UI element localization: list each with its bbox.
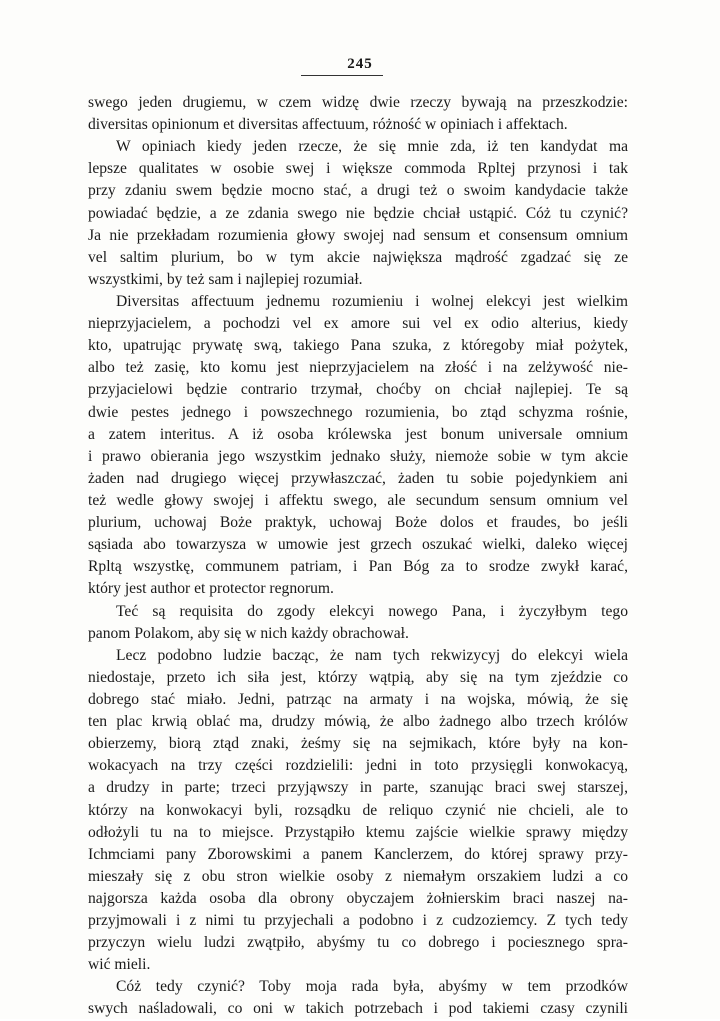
text-line: i prawo obierania jego wszystkim jednako służy, niemoże sobie w tym akcie	[88, 447, 628, 465]
text-line: którzy na konwokacyi byli, rozsądku de reliquo czynić nie chcieli, ale to	[88, 801, 628, 819]
text-line: mieszały się z obu stron wielkie osoby z niemałym orszakiem ludzi a co	[88, 867, 628, 885]
text-line: odłożyli tu na to miejsce. Przystąpiło ktemu zajście wielkie sprawy między	[88, 823, 628, 841]
text-line: kto, upatrując prywatę swą, takiego Pana szuka, z któregoby miał pożytek,	[88, 337, 628, 355]
page-number-rule	[301, 75, 383, 76]
text-line: przyczyn wielu ludzi zwątpiło, abyśmy tu co dobrego i pociesznego spra-	[88, 934, 628, 952]
text-line: dwie pestes jednego i powszechnego rozumienia, bo ztąd schyzma rośnie,	[88, 403, 628, 421]
text-line: niedostaje, przeto ich siła jest, którzy wątpią, aby się na tym zjeździe co	[88, 668, 628, 686]
text-line: Ja nie przekładam rozumienia głowy swojej nad sensum et consensum omnium	[88, 226, 628, 244]
text-line: Lecz podobno ludzie bacząc, że nam tych rekwizycyj do elekcyi wiela	[116, 646, 628, 664]
text-line: albo też zasię, kto komu jest nieprzyjacielem na złość i na zelżywość nie-	[88, 359, 628, 377]
text-line: Teć są requisita do zgody elekcyi nowego Pana, i życzyłbym tego	[116, 602, 628, 620]
text-line: wić mieli.	[88, 956, 151, 974]
text-line: też wedle głowy swojej i affektu swego, ale secundum sensum omnium vel	[88, 491, 628, 509]
text-line: a zatem interitus. A iż osoba królewska jest bonum universale omnium	[88, 425, 628, 443]
text-line: lepsze qualitates w osobie swej i większe commoda Rpltej przynosi i tak	[88, 160, 628, 178]
text-line: Diversitas affectuum jednemu rozumieniu i wolnej elekcyi jest wielkim	[116, 292, 628, 310]
text-line: obierzemy, biorą ztąd znaki, żeśmy się na sejmikach, które były na kon-	[88, 735, 628, 753]
text-line: przy zdaniu swem będzie mocno stać, a drugi też o swoim kandydacie także	[88, 182, 628, 200]
text-line: przyjacielowi będzie contrario trzymał, choćby on chciał najlepiej. Te są	[88, 381, 628, 399]
text-line: sąsiada abo towarzysza w umowie jest grzech oszukać wielki, daleko więcej	[88, 536, 628, 554]
text-line: powiadać będzie, a ze zdania swego nie będzie chciał ustąpić. Cóż tu czynić?	[88, 204, 628, 222]
text-line: diversitas opinionum et diversitas affectuum, różność w opiniach i affektach.	[88, 116, 568, 134]
text-line: swego jeden drugiemu, w czem widzę dwie rzeczy bywają na przeszkodzie:	[88, 94, 628, 111]
text-line: W opiniach kiedy jeden rzecze, że się mnie zda, iż ten kandydat ma	[116, 138, 628, 156]
text-line: wszystkimi, by też sam i najlepiej rozumiał.	[88, 270, 363, 288]
text-line: wokacyach na trzy części rozdzielili: jedni in toto przysięgli konwokacyą,	[88, 757, 628, 775]
text-line: ten plac krwią oblać ma, drudzy mówią, że albo żadnego albo trzech królów	[88, 713, 628, 731]
text-line: który jest author et protector regnorum.	[88, 580, 334, 598]
text-line: przyjmowali i z nimi tu przyjechali a podobno i z cudzoziemcy. Z tych tedy	[88, 912, 628, 930]
text-line: vel saltim plurium, bo w tym akcie największa mądrość zgadzać się ze	[88, 248, 628, 266]
page-number: 245	[347, 56, 373, 72]
text-line: nieprzyjacielem, a pochodzi vel ex amore sui vel ex odio alterius, kiedy	[88, 315, 628, 333]
text-line: Ichmciami pany Zborowskimi a panem Kanclerzem, do której sprawy przy-	[88, 845, 628, 863]
text-line: żaden nad drugiego więcej przywłaszczać, żaden tu sobie pojedynkiem ani	[88, 469, 628, 487]
text-line: a drudzy in parte; trzeci przyjąwszy in parte, szanując braci swej starszej,	[88, 779, 628, 797]
text-line: Cóż tedy czynić? Toby moja rada była, abyśmy w tem przodków	[116, 978, 628, 996]
text-line: swych naśladowali, co oni w takich potrzebach i pod takiemi czasy czynili	[88, 1000, 628, 1018]
text-line: Rpltą wszystkę, communem patriam, i Pan Bóg za to srodze zwykł karać,	[88, 558, 628, 576]
text-line: dobrego stać miało. Jedni, patrząc na armaty i na wojska, mówią, że się	[88, 690, 628, 708]
text-line: panom Polakom, aby się w nich każdy obrachował.	[88, 624, 409, 642]
text-line: najgorsza każda osoba dla obrony obyczajem żołnierskim braci naszej na-	[88, 889, 628, 907]
text-line: plurium, uchowaj Boże praktyk, uchowaj Boże dolos et fraudes, bo jeśli	[88, 514, 628, 532]
body-text	[88, 92, 628, 1021]
